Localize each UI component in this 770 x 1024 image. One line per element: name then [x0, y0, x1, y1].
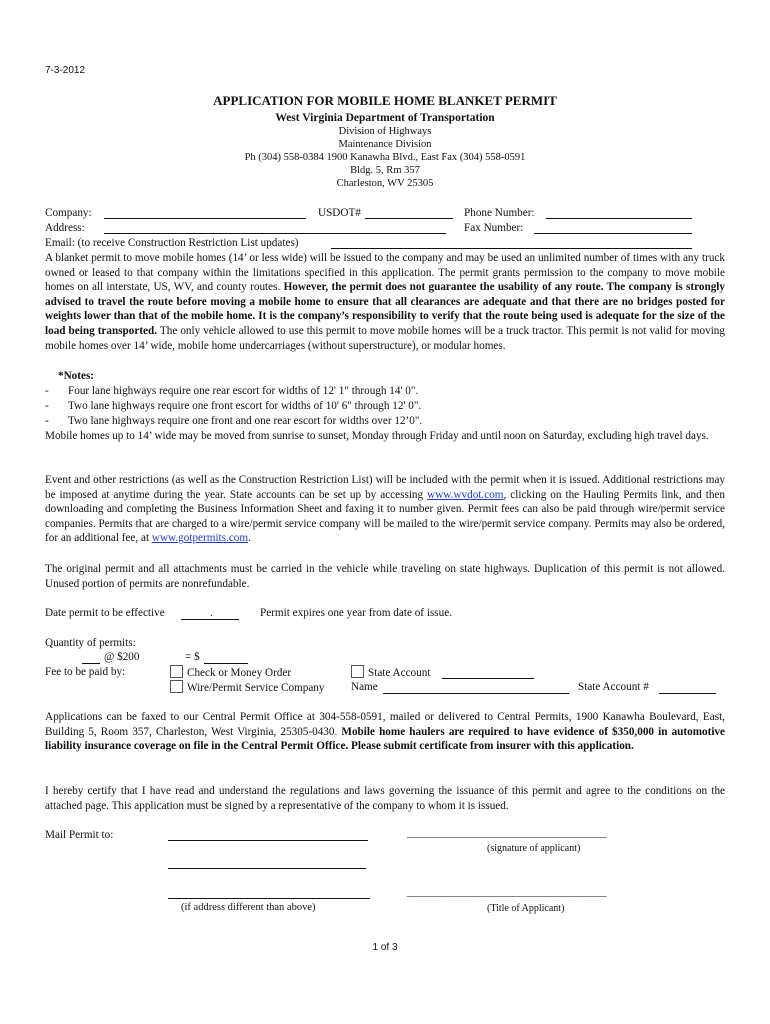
contact-line: Ph (304) 558-0384 1900 Kanawha Blvd., East Fax (304) 558-0591 — [244, 152, 526, 163]
title-field[interactable]: ______________________________________ — [407, 887, 607, 898]
hauling-permits-text: , clicking on the Hauling Permits link, and then downloading and completing the Business Information Sheet and faxing it to number given. Permit fees can also be paid through wire/permit service companies. Permits that are charged to a wire/permit service company will be mailed to the wire/permit service company. Permits may also be ordered, for an additional fee, at — [45, 488, 725, 545]
price-label: @ $200 — [104, 651, 140, 663]
insurance-requirement: Mobile home haulers are required to have evidence of $350,000 in automotive liability insurance coverage on file in the Central Permit Office. Please submit certificate from insurer with this application. — [45, 725, 726, 753]
address-field[interactable] — [104, 233, 446, 234]
restrictions-text: Event and other restrictions (as well as the Construction Restriction List) will be included with the permit when it is issued. Additional restrictions may be imposed at anytime during the year. State accounts can be set up by accessing — [45, 474, 725, 501]
division-name: Division of Highways — [338, 126, 432, 137]
phone-field[interactable] — [546, 218, 692, 219]
total-field[interactable] — [204, 663, 248, 664]
state-account-number-label: State Account # — [578, 681, 649, 693]
state-account-number-field[interactable] — [659, 693, 716, 694]
company-field[interactable] — [104, 218, 306, 219]
name-label: Name — [351, 681, 378, 693]
permit-description — [45, 251, 725, 353]
mail-address-line-2[interactable] — [168, 868, 366, 869]
note-dash: - — [45, 415, 49, 427]
mail-address-line-3[interactable] — [168, 898, 370, 899]
mail-address-line-1[interactable] — [168, 840, 368, 841]
travel-hours-text: Mobile homes up to 14’ wide may be moved from sunrise to sunset, Monday through Friday and until noon on Saturday, excluding high travel days. — [45, 430, 709, 442]
mail-permit-label: Mail Permit to: — [45, 829, 114, 841]
city-line: Charleston, WV 25305 — [336, 178, 434, 189]
usdot-field[interactable] — [365, 218, 453, 219]
notes-heading: *Notes: — [58, 370, 95, 382]
state-account-checkbox[interactable] — [351, 665, 364, 678]
quantity-label: Quantity of permits: — [45, 637, 136, 649]
page-title: APPLICATION FOR MOBILE HOME BLANKET PERMIT — [213, 93, 557, 108]
note-item: Two lane highways require one front and one rear escort for widths over 12’0". — [68, 415, 423, 427]
fax-field[interactable] — [534, 233, 692, 234]
company-label: Company: — [45, 207, 92, 219]
period: . — [248, 532, 251, 545]
name-field[interactable] — [383, 693, 569, 694]
application-instructions — [45, 710, 725, 754]
check-label: Check or Money Order — [187, 667, 292, 679]
certification-text: I hereby certify that I have read and understand the regulations and laws governing the issuance of this permit and agree to the conditions on the attached page. This application must be signed by a representative of the company to whom it is issued. — [45, 785, 725, 812]
wire-label: Wire/Permit Service Company — [187, 682, 325, 694]
email-label: Email: (to receive Construction Restriction List updates) — [45, 237, 299, 249]
usdot-label: USDOT# — [318, 207, 361, 219]
signature-caption: (signature of applicant) — [487, 843, 581, 854]
original-permit-text: The original permit and all attachments must be carried in the vehicle while traveling on state highways. Duplication of this permit is not allowed. Unused portion of permits are nonrefundable. — [45, 563, 725, 590]
phone-label: Phone Number: — [464, 207, 535, 219]
gotpermits-link[interactable]: www.gotpermits.com — [151, 532, 249, 545]
wvdot-link[interactable]: www.wvdot.com — [427, 488, 504, 501]
fax-label: Fax Number: — [464, 222, 524, 234]
title-caption: (Title of Applicant) — [487, 903, 565, 914]
email-field[interactable] — [331, 248, 692, 249]
state-account-option[interactable] — [351, 665, 430, 681]
agency-name: West Virginia Department of Transportation — [275, 112, 495, 124]
date-separator: . — [210, 607, 213, 619]
state-account-label: State Account — [368, 667, 431, 679]
signature-field[interactable]: ______________________________________ — [407, 828, 607, 839]
check-option[interactable] — [170, 665, 291, 681]
permit-description-text: A blanket permit to move mobile homes (14’ or less wide) will be issued to the company and may be used an unlimited number of times with any truck owned or leased to that company within the limitations specified in this application. The permit grants permission to the company to move mobile homes on all interstate, US, WV, and county routes. — [45, 252, 725, 294]
subdivision-name: Maintenance Division — [338, 139, 432, 150]
address-caption: (if address different than above) — [181, 902, 316, 913]
note-dash: - — [45, 400, 49, 412]
note-item: Two lane highways require one front escort for widths of 10' 6" through 12' 0". — [68, 400, 422, 412]
wire-option[interactable] — [170, 680, 325, 696]
expires-text: Permit expires one year from date of issue. — [260, 607, 452, 619]
date-effective-label: Date permit to be effective — [45, 607, 165, 619]
building-line: Bldg. 5, Rm 357 — [350, 165, 420, 176]
note-dash: - — [45, 385, 49, 397]
route-warning: However, the permit does not guarantee the usability of any route. The company is strongly advised to travel the route before moving a mobile home to ensure that all clearances are adequate and that there are no bridges posted for weights lower than that of the mobile home. It is the company’s responsibility to verify that the route being used is adequate for the size of the load being transported. — [45, 281, 726, 337]
note-item: Four lane highways require one rear escort for widths of 12' 1" through 14' 0". — [68, 385, 419, 397]
quantity-field[interactable] — [82, 663, 100, 664]
check-checkbox[interactable] — [170, 665, 183, 678]
state-account-field[interactable] — [442, 678, 534, 679]
document-date: 7-3-2012 — [45, 65, 86, 76]
wire-checkbox[interactable] — [170, 680, 183, 693]
page-number: 1 of 3 — [372, 942, 398, 953]
fax-instructions: Applications can be faxed to our Central Permit Office at 304-558-0591, mailed or delivered to Central Permits, 1900 Kanawha Boulevard, East, Building 5, Room 357, Charleston, West Virginia, 25305-0430. — [45, 711, 725, 738]
equals-label: = $ — [185, 651, 200, 663]
vehicle-restriction-text: The only vehicle allowed to use this permit to move mobile homes will be a truck tractor. This permit is not valid for moving mobile homes over 14’ wide, mobile home undercarriages (without superstructure), or modular homes. — [45, 324, 725, 352]
fee-label: Fee to be paid by: — [45, 666, 126, 678]
address-label: Address: — [45, 222, 85, 234]
restrictions-paragraph — [45, 473, 725, 546]
